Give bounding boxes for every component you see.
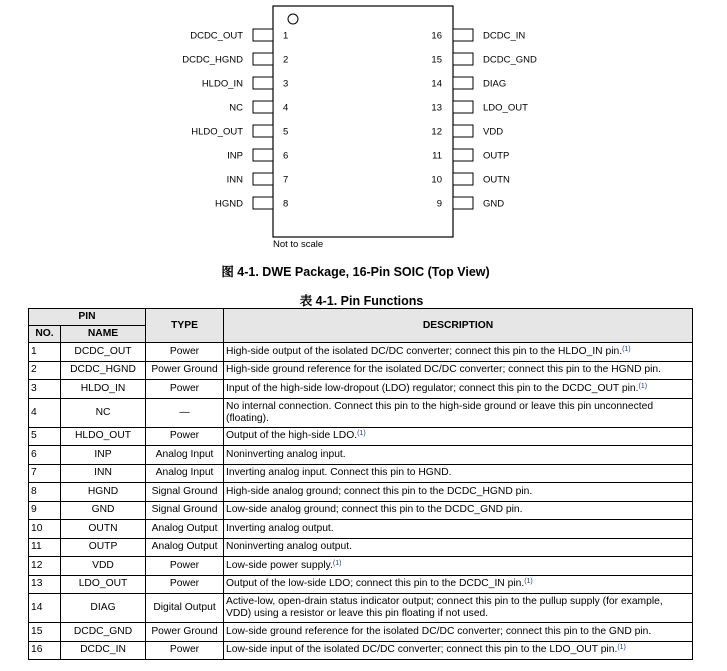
table-row	[29, 520, 693, 539]
table-row	[29, 446, 693, 465]
pin-description-cell	[224, 557, 693, 576]
pin-number-text: 16	[31, 644, 43, 656]
pin-name-text: HLDO_OUT	[74, 430, 132, 442]
pin-description-cell	[224, 464, 693, 483]
pin-10-lead	[453, 173, 473, 185]
pin-type-text: Analog Input	[155, 467, 214, 479]
pin-description-cell	[224, 427, 693, 446]
pin-name-cell	[61, 520, 146, 539]
pin-number-text: 14	[31, 602, 43, 613]
pin-type-text: —	[179, 406, 190, 418]
package-diagram	[0, 0, 727, 256]
pin-number-cell	[29, 538, 61, 557]
pin-3-number: 3	[283, 78, 289, 90]
pin-description-text: Inverting analog output.	[226, 522, 334, 534]
pin-description-text: Output of the high-side LDO.	[226, 430, 358, 442]
pin-4-lead	[253, 101, 273, 113]
pin-name-text: DCDC_OUT	[74, 345, 132, 357]
pin-type-text: Signal Ground	[151, 504, 218, 516]
header-description: DESCRIPTION	[224, 309, 693, 343]
pin-name-cell	[61, 361, 146, 380]
pin-name-text: DIAG	[90, 602, 116, 613]
pin-number-cell	[29, 501, 61, 520]
table-row	[29, 398, 693, 427]
pin-16-name: DCDC_IN	[483, 30, 526, 42]
pin-number-text: 6	[31, 448, 37, 460]
pin-8-name: HGND	[215, 198, 243, 210]
pin-description-cell	[224, 343, 693, 362]
pin-name-text: NC	[95, 406, 111, 418]
pin-name-cell	[61, 427, 146, 446]
pin-type-text: Analog Output	[151, 541, 218, 553]
pin-description-text: High-side analog ground; connect this pin to the DCDC_HGND pin.	[226, 485, 533, 497]
pin-name-text: DCDC_GND	[73, 625, 133, 637]
pin-description-cell	[224, 594, 693, 623]
table-body	[29, 343, 693, 660]
pin-description-text: Inverting analog input. Connect this pin to HGND.	[226, 467, 452, 479]
pin-2-number: 2	[283, 54, 289, 66]
table-row	[29, 594, 693, 623]
table-caption: 表 4-1. Pin Functions	[299, 294, 424, 308]
pin-description-text: High-side output of the isolated DC/DC converter; connect this pin to the HLDO_IN pin.	[226, 345, 623, 357]
table-row	[29, 427, 693, 446]
pin-description-cell	[224, 501, 693, 520]
pin-type-text: Digital Output	[153, 602, 216, 613]
pin-name-text: OUTP	[88, 541, 118, 553]
pin-name-cell	[61, 641, 146, 660]
pin-number-cell	[29, 575, 61, 594]
pin-type-cell	[146, 343, 224, 362]
pin-description-cell	[224, 623, 693, 642]
pin-type-cell	[146, 427, 224, 446]
pin-number-text: 3	[31, 382, 37, 394]
pin-number-text: 8	[31, 485, 37, 497]
pin-number-text: 11	[31, 541, 42, 553]
pin-6-lead	[253, 149, 273, 161]
pin-name-cell	[61, 501, 146, 520]
pin-11-number: 11	[432, 150, 442, 162]
pin-type-text: Analog Output	[151, 522, 218, 534]
pin-type-cell	[146, 446, 224, 465]
pin-type-cell	[146, 464, 224, 483]
pin-description-text: Noninverting analog input.	[226, 448, 346, 460]
pin-type-cell	[146, 520, 224, 539]
pin-12-lead	[453, 125, 473, 137]
pin-5-name: HLDO_OUT	[191, 126, 243, 138]
pin-13-name: LDO_OUT	[483, 102, 528, 114]
pin-name-text: INN	[94, 467, 112, 479]
pin-15-name: DCDC_GND	[483, 54, 537, 66]
pin-number-cell	[29, 446, 61, 465]
pin-16-lead	[453, 29, 473, 41]
pin-type-cell	[146, 501, 224, 520]
pin-number-text: 2	[31, 364, 37, 376]
pin-description-text: Active-low, open-drain status indicator output; connect this pin to the pullup supply (for example, VDD) using a resistor or leave this pin floating if not used.	[226, 596, 663, 619]
pin-type-cell	[146, 623, 224, 642]
pin-type-cell	[146, 557, 224, 576]
pin-number-cell	[29, 483, 61, 502]
table-row	[29, 538, 693, 557]
pin-8-lead	[253, 197, 273, 209]
pin-description-cell	[224, 361, 693, 380]
pin-14-number: 14	[431, 78, 442, 90]
header-type: TYPE	[146, 309, 224, 343]
pin-name-text: INP	[94, 448, 112, 460]
pin-3-name: HLDO_IN	[201, 78, 243, 90]
pin-type-text: Power	[169, 345, 200, 357]
pin-2-name: DCDC_HGND	[182, 54, 243, 66]
pin-name-text: DCDC_IN	[80, 644, 126, 656]
pin-type-cell	[146, 538, 224, 557]
pin-6-number: 6	[283, 150, 289, 162]
pin-type-cell	[146, 594, 224, 623]
pin-number-cell	[29, 398, 61, 427]
pin-9-number: 9	[436, 198, 442, 210]
pin-type-text: Power Ground	[151, 364, 218, 376]
pin-4-name: NC	[229, 102, 243, 114]
pin-11-lead	[453, 149, 473, 161]
pin-type-text: Power	[169, 559, 200, 571]
pin-number-cell	[29, 427, 61, 446]
pin-functions-table	[28, 308, 693, 660]
pin-name-cell	[61, 380, 146, 399]
pin-number-cell	[29, 557, 61, 576]
table-row	[29, 380, 693, 399]
pin-number-cell	[29, 594, 61, 623]
pin-description-text: No internal connection. Connect this pin to the high-side ground or leave this pin unconnected (floating).	[226, 400, 654, 424]
pin-description-text: Low-side input of the isolated DC/DC converter; connect this pin to the LDO_OUT pin.	[226, 644, 618, 656]
figure-caption: 图 4-1. DWE Package, 16-Pin SOIC (Top View)	[221, 265, 490, 279]
header-pin: PIN	[29, 309, 146, 326]
footnote-link[interactable]: (1)	[524, 578, 533, 586]
pin-7-lead	[253, 173, 273, 185]
pin-1-name: DCDC_OUT	[190, 30, 243, 42]
pin-number-text: 13	[31, 578, 43, 590]
package-body	[273, 6, 453, 237]
pin-description-cell	[224, 380, 693, 399]
pin-number-text: 1	[31, 345, 37, 357]
pin-type-cell	[146, 398, 224, 427]
table-row	[29, 361, 693, 380]
pin-12-number: 12	[431, 126, 442, 138]
pin-type-cell	[146, 361, 224, 380]
pin-name-cell	[61, 557, 146, 576]
pin-number-text: 9	[31, 504, 37, 516]
pin-type-cell	[146, 483, 224, 502]
pin-9-lead	[453, 197, 473, 209]
pin-name-text: HGND	[87, 485, 119, 497]
pin-name-text: DCDC_HGND	[70, 364, 136, 376]
pin-13-lead	[453, 101, 473, 113]
pin-type-text: Power	[169, 382, 200, 394]
pin-number-text: 10	[31, 522, 43, 534]
pin-type-text: Power	[169, 430, 200, 442]
pin-number-text: 7	[31, 467, 37, 479]
pin-1-number: 1	[283, 30, 289, 42]
pin-14-name: DIAG	[483, 78, 507, 90]
not-to-scale-note: Not to scale	[273, 239, 324, 250]
pin-number-text: 4	[31, 406, 37, 418]
pin-name-cell	[61, 483, 146, 502]
footnote-link[interactable]: (1)	[638, 382, 648, 390]
pin-description-text: High-side ground reference for the isolated DC/DC converter; connect this pin to the HGND pin.	[226, 364, 661, 376]
pin-description-cell	[224, 398, 693, 427]
table-row	[29, 623, 693, 642]
footnote-link[interactable]: (1)	[357, 430, 366, 438]
table-row	[29, 343, 693, 362]
pin-type-cell	[146, 380, 224, 399]
pin-number-text: 5	[31, 430, 37, 442]
table-row	[29, 464, 693, 483]
pin-description-cell	[224, 483, 693, 502]
pin-name-cell	[61, 594, 146, 623]
pin-name-text: LDO_OUT	[78, 578, 128, 590]
pin-5-number: 5	[283, 126, 289, 138]
header-name: NAME	[61, 326, 146, 343]
pin-number-cell	[29, 520, 61, 539]
pin-number-cell	[29, 641, 61, 660]
pin-type-text: Power	[169, 578, 200, 590]
pin-number-cell	[29, 343, 61, 362]
pin-10-name: OUTN	[483, 174, 510, 186]
pin-8-number: 8	[283, 198, 289, 210]
pin-4-number: 4	[283, 102, 289, 114]
pin-description-cell	[224, 520, 693, 539]
pin-number-cell	[29, 380, 61, 399]
pin-name-text: GND	[91, 504, 115, 516]
table-row	[29, 641, 693, 660]
pin-10-number: 10	[431, 174, 442, 186]
table-row	[29, 575, 693, 594]
pin-type-cell	[146, 575, 224, 594]
pin-description-cell	[224, 446, 693, 465]
pin-description-cell	[224, 575, 693, 594]
pin-description-text: Output of the low-side LDO; connect this pin to the DCDC_IN pin.	[226, 578, 525, 590]
pin-description-cell	[224, 538, 693, 557]
pin-7-number: 7	[283, 174, 289, 186]
pin-number-cell	[29, 464, 61, 483]
footnote-link[interactable]: (1)	[622, 345, 631, 353]
pin-name-cell	[61, 343, 146, 362]
pin-name-cell	[61, 464, 146, 483]
pin-12-name: VDD	[483, 126, 504, 138]
pin-name-cell	[61, 538, 146, 557]
pin-6-name: INP	[227, 150, 243, 162]
pin-number-text: 12	[31, 559, 43, 571]
pin-13-number: 13	[431, 102, 442, 114]
pin-name-text: HLDO_IN	[80, 382, 126, 394]
pin-description-text: Noninverting analog output.	[226, 541, 352, 553]
pin-number-cell	[29, 361, 61, 380]
pin-description-text: Low-side ground reference for the isolated DC/DC converter; connect this pin to the GND pin.	[226, 625, 652, 637]
pin-2-lead	[253, 53, 273, 65]
pin-name-cell	[61, 575, 146, 594]
pin-16-number: 16	[431, 30, 442, 42]
pin-3-lead	[253, 77, 273, 89]
table-row	[29, 483, 693, 502]
header-no: NO.	[29, 326, 61, 343]
pin-description-cell	[224, 641, 693, 660]
pin-name-text: OUTN	[88, 522, 118, 534]
table-row	[29, 557, 693, 576]
pin-type-text: Analog Input	[155, 448, 214, 460]
pin-name-cell	[61, 446, 146, 465]
pin-number-cell	[29, 623, 61, 642]
pin-description-text: Low-side analog ground; connect this pin to the DCDC_GND pin.	[226, 504, 523, 516]
pin-name-cell	[61, 623, 146, 642]
pin-type-text: Power Ground	[151, 625, 218, 637]
pin-9-name: GND	[483, 198, 505, 210]
pin-name-text: VDD	[92, 559, 114, 571]
table-header-row	[29, 309, 693, 326]
pin-7-name: INN	[226, 174, 243, 186]
pin-type-cell	[146, 641, 224, 660]
pin-description-text: Input of the high-side low-dropout (LDO) regulator; connect this pin to the DCDC_OUT pin.	[226, 382, 639, 394]
pin-5-lead	[253, 125, 273, 137]
pin-type-text: Signal Ground	[151, 485, 218, 497]
pin-number-text: 15	[31, 625, 43, 637]
pin-1-lead	[253, 29, 273, 41]
footnote-link[interactable]: (1)	[332, 559, 342, 567]
pin-15-number: 15	[431, 54, 442, 66]
pin-name-cell	[61, 398, 146, 427]
pin-14-lead	[453, 77, 473, 89]
pin-11-name: OUTP	[483, 150, 510, 162]
table-row	[29, 501, 693, 520]
footnote-link[interactable]: (1)	[617, 644, 626, 652]
pin-type-text: Power	[169, 644, 200, 656]
pin-description-text: Low-side power supply.	[226, 559, 333, 571]
pin-15-lead	[453, 53, 473, 65]
